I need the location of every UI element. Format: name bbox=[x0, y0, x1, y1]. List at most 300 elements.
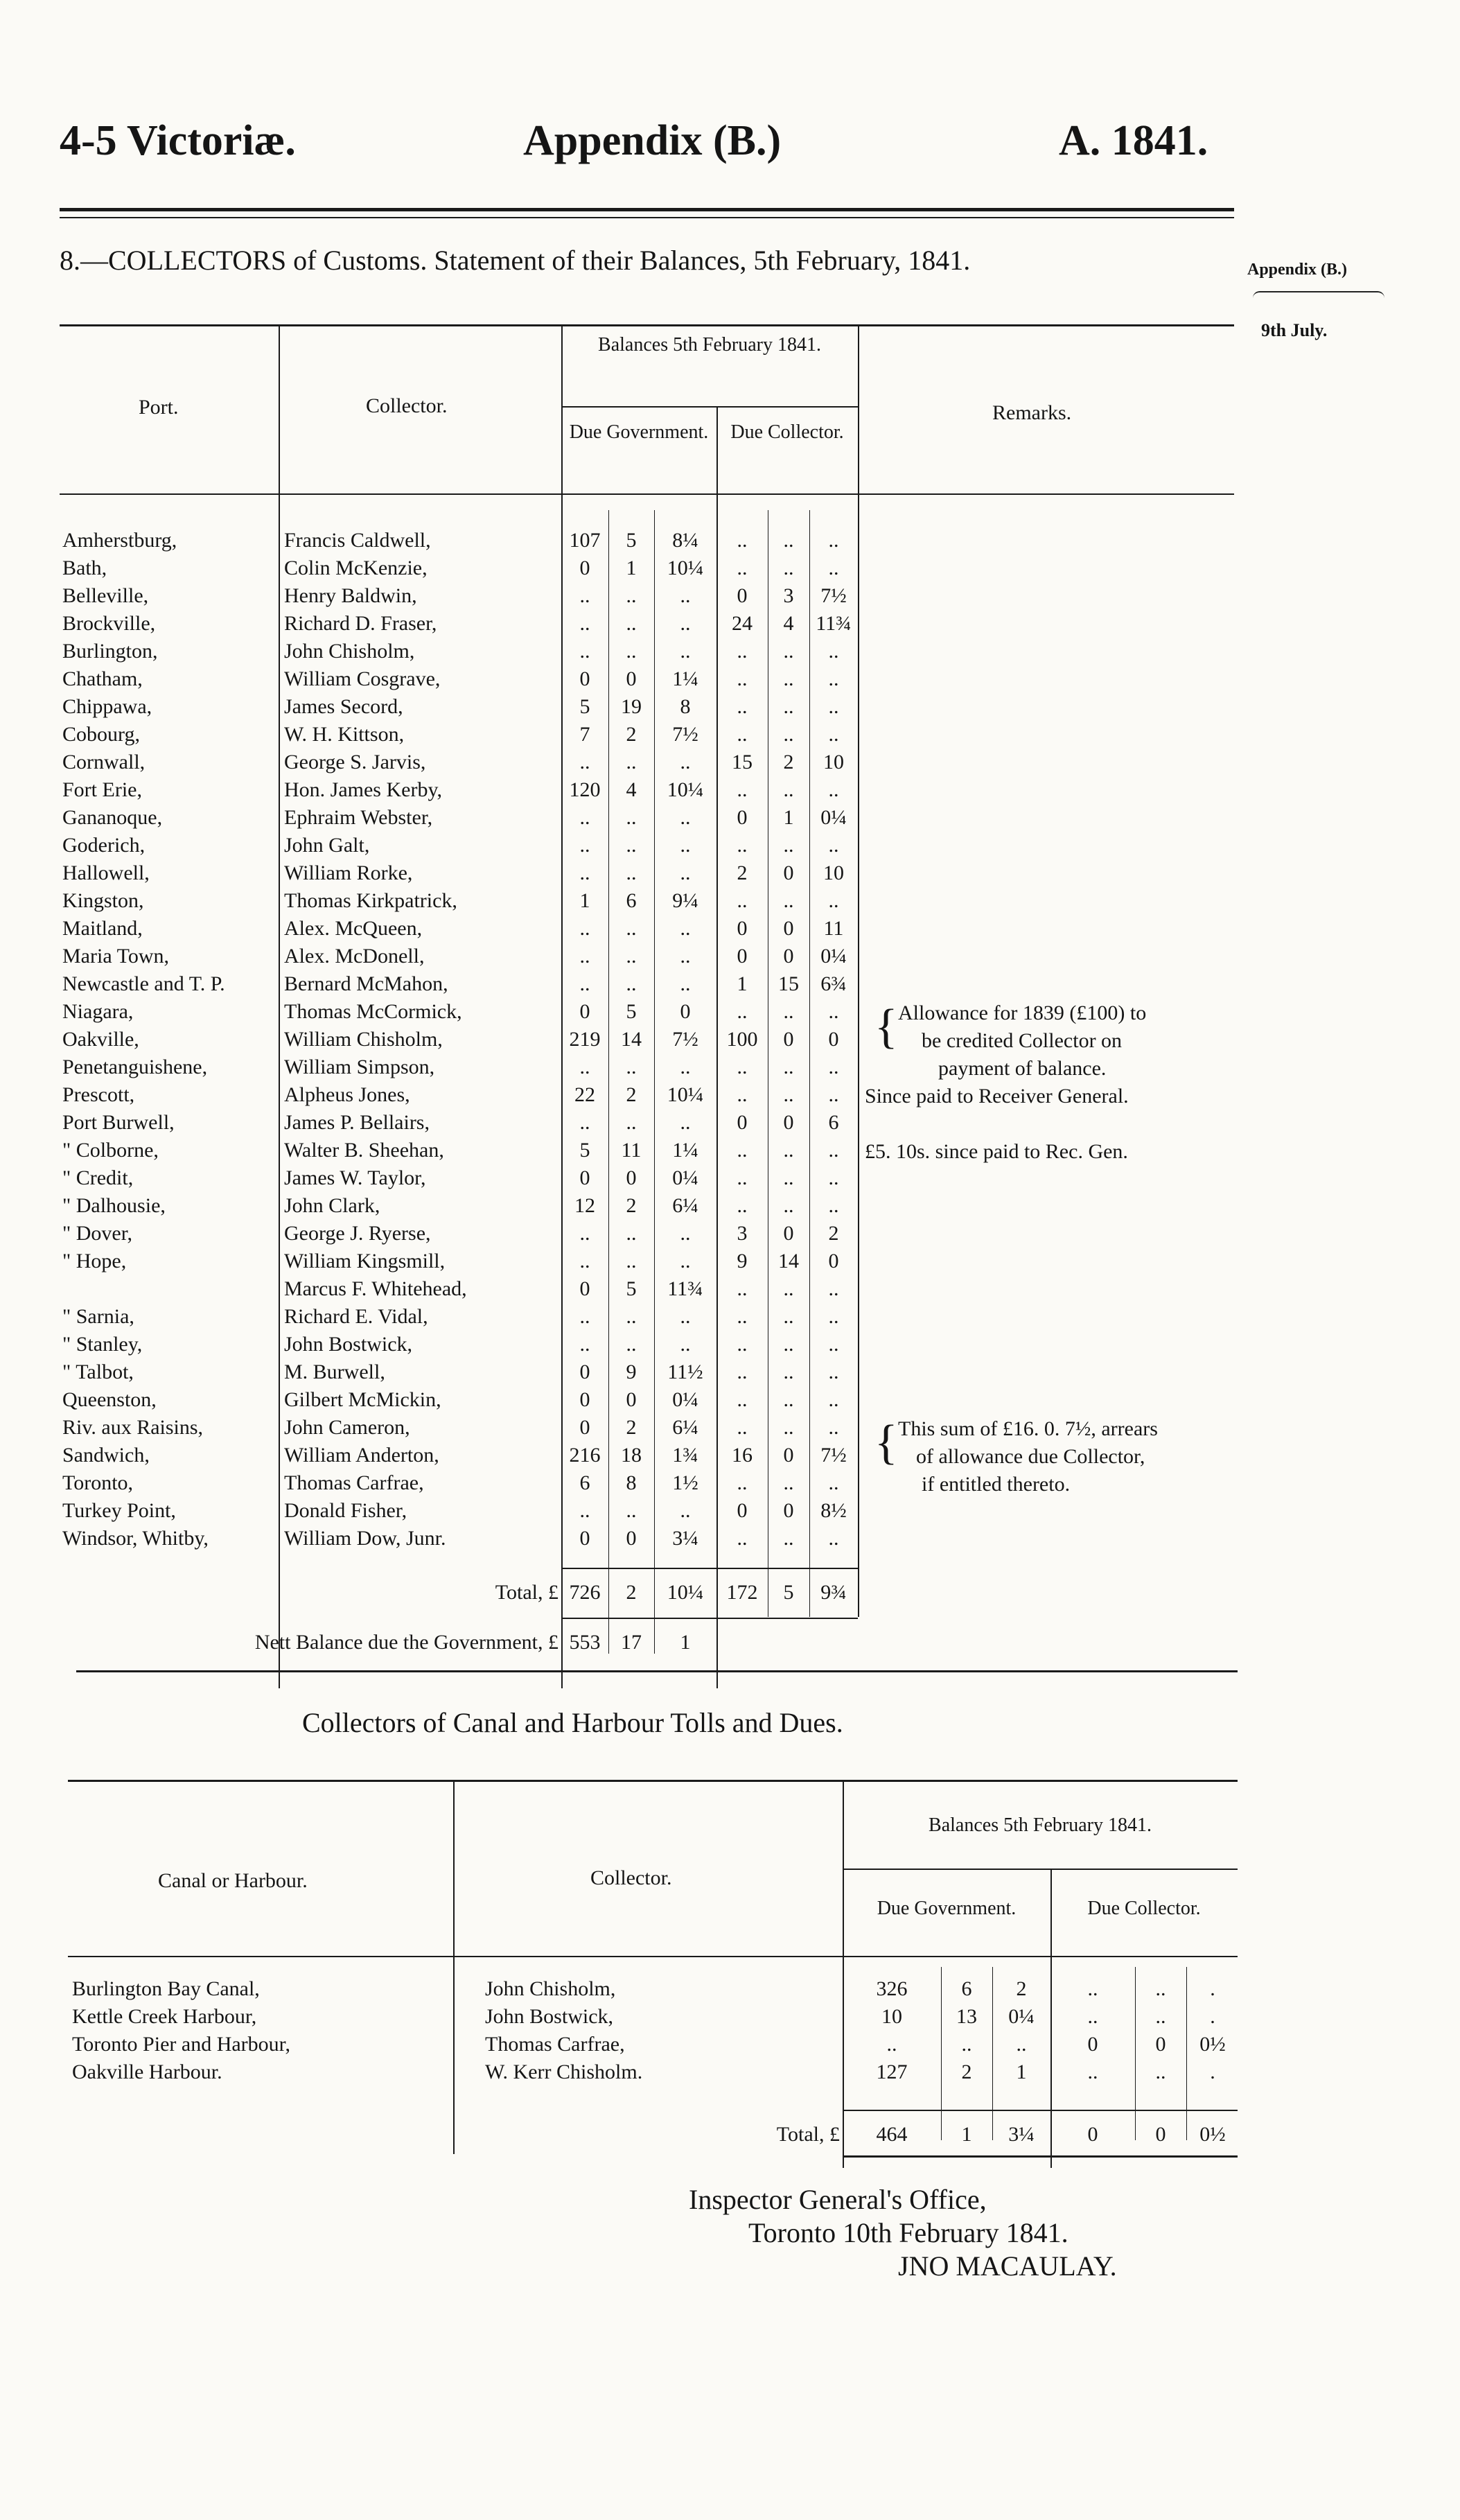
canal-vline-c2 bbox=[1186, 1967, 1187, 2140]
margin-note-appendix: Appendix (B.) bbox=[1247, 261, 1348, 279]
due-gov-cell: .. bbox=[680, 584, 691, 607]
due-col-cell: .. bbox=[783, 640, 794, 663]
port-cell: Prescott, bbox=[62, 1083, 135, 1106]
due-gov-cell: .. bbox=[626, 751, 637, 773]
margin-note-date: 9th July. bbox=[1261, 320, 1328, 340]
margin-brace bbox=[1253, 291, 1384, 299]
collector-cell: Walter B. Sheehan, bbox=[284, 1139, 444, 1162]
due-col-cell: .. bbox=[783, 1416, 794, 1439]
due-col-cell: .. bbox=[1087, 2005, 1098, 2028]
due-gov-cell: 2 bbox=[626, 1416, 637, 1439]
collector-cell: Marcus F. Whitehead, bbox=[284, 1277, 467, 1300]
collector-cell: Richard D. Fraser, bbox=[284, 612, 437, 635]
canal-cell: Toronto Pier and Harbour, bbox=[72, 2033, 290, 2056]
due-gov-cell: 216 bbox=[569, 1444, 601, 1467]
collector-cell: John Galt, bbox=[284, 834, 370, 857]
due-gov-cell: 0 bbox=[626, 1166, 637, 1189]
collector-cell: John Cameron, bbox=[284, 1416, 410, 1439]
due-gov-cell: 22 bbox=[574, 1083, 595, 1106]
due-col-cell: 10 bbox=[823, 751, 844, 773]
due-col-cell: 14 bbox=[778, 1250, 799, 1272]
due-col-cell: .. bbox=[828, 1166, 839, 1189]
canal-balances-divider bbox=[843, 1869, 1238, 1870]
due-gov-cell: 0 bbox=[579, 1416, 590, 1439]
due-gov-cell: .. bbox=[680, 1333, 691, 1356]
due-col-cell: .. bbox=[737, 1056, 748, 1078]
due-col-cell: .. bbox=[737, 889, 748, 912]
due-col-cell: .. bbox=[737, 640, 748, 663]
port-cell: Penetanguishene, bbox=[62, 1056, 208, 1078]
due-gov-cell: .. bbox=[626, 861, 637, 884]
due-gov-cell: .. bbox=[626, 1222, 637, 1245]
customs-total-g-pounds: 726 bbox=[569, 1581, 601, 1604]
due-col-cell: .. bbox=[783, 1360, 794, 1383]
port-cell: Bath, bbox=[62, 557, 107, 579]
due-col-cell: 0 bbox=[1087, 2033, 1098, 2056]
due-gov-cell: .. bbox=[680, 861, 691, 884]
due-gov-cell: .. bbox=[680, 1499, 691, 1522]
remark-sandwich-1: This sum of £16. 0. 7½, arrears bbox=[898, 1417, 1158, 1440]
canal-col-due-col: Due Collector. bbox=[1087, 1898, 1201, 1919]
collector-cell: William Rorke, bbox=[284, 861, 413, 884]
customs-total-g-shillings: 2 bbox=[626, 1581, 637, 1604]
due-col-cell: .. bbox=[783, 1000, 794, 1023]
due-col-cell: 0 bbox=[783, 917, 794, 940]
due-col-cell: .. bbox=[828, 1471, 839, 1494]
due-col-cell: .. bbox=[828, 1333, 839, 1356]
canal-total-label: Total, £ bbox=[776, 2123, 840, 2146]
collector-cell: William Kingsmill, bbox=[284, 1250, 446, 1272]
canal-vline-g1 bbox=[941, 1967, 942, 2140]
due-gov-cell: .. bbox=[579, 1305, 590, 1328]
due-col-cell: .. bbox=[737, 1471, 748, 1494]
due-col-cell: 2 bbox=[783, 751, 794, 773]
canal-col-collector: Collector. bbox=[590, 1866, 672, 1889]
due-col-cell: .. bbox=[828, 1056, 839, 1078]
due-gov-cell: .. bbox=[680, 1056, 691, 1078]
customs-vline-col bbox=[858, 324, 859, 1617]
due-col-cell: .. bbox=[828, 529, 839, 552]
due-gov-cell: .. bbox=[579, 1333, 590, 1356]
due-col-cell: .. bbox=[737, 834, 748, 857]
due-col-cell: .. bbox=[828, 1416, 839, 1439]
due-gov-cell: .. bbox=[579, 834, 590, 857]
port-cell: " Stanley, bbox=[62, 1333, 143, 1356]
due-col-cell: 6 bbox=[828, 1111, 839, 1134]
customs-vline-g1 bbox=[608, 510, 609, 1654]
due-col-cell: 100 bbox=[726, 1028, 758, 1051]
due-gov-cell: .. bbox=[579, 945, 590, 968]
due-gov-cell: .. bbox=[579, 917, 590, 940]
port-cell: Turkey Point, bbox=[62, 1499, 176, 1522]
collector-cell: John Bostwick, bbox=[485, 2005, 614, 2028]
due-gov-cell: .. bbox=[680, 612, 691, 635]
collector-cell: James W. Taylor, bbox=[284, 1166, 426, 1189]
collector-cell: George S. Jarvis, bbox=[284, 751, 426, 773]
due-gov-cell: 0¼ bbox=[1008, 2005, 1035, 2028]
due-col-cell: 1 bbox=[783, 806, 794, 829]
header-rule-thin bbox=[60, 217, 1234, 218]
customs-nett-label: Nett Balance due the Government, £ bbox=[254, 1631, 559, 1654]
due-col-cell: .. bbox=[783, 1194, 794, 1217]
due-col-cell: .. bbox=[828, 1277, 839, 1300]
collector-cell: James Secord, bbox=[284, 695, 403, 718]
due-gov-cell: 0 bbox=[579, 1166, 590, 1189]
port-cell: Riv. aux Raisins, bbox=[62, 1416, 204, 1439]
due-col-cell: .. bbox=[783, 1333, 794, 1356]
collector-cell: Francis Caldwell, bbox=[284, 529, 431, 552]
collector-cell: Bernard McMahon, bbox=[284, 972, 448, 995]
due-col-cell: .. bbox=[783, 1277, 794, 1300]
due-col-cell: .. bbox=[828, 1194, 839, 1217]
due-gov-cell: 6 bbox=[626, 889, 637, 912]
customs-vline-port bbox=[279, 324, 280, 1688]
due-gov-cell: 1 bbox=[579, 889, 590, 912]
due-col-cell: 15 bbox=[778, 972, 799, 995]
port-cell: Chippawa, bbox=[62, 695, 152, 718]
due-gov-cell: .. bbox=[680, 1305, 691, 1328]
due-gov-cell: .. bbox=[579, 1111, 590, 1134]
port-cell: Sandwich, bbox=[62, 1444, 150, 1467]
customs-col-due-gov: Due Government. bbox=[569, 421, 709, 443]
due-gov-cell: 6¼ bbox=[672, 1416, 698, 1439]
due-gov-cell: .. bbox=[886, 2033, 897, 2056]
due-gov-cell: .. bbox=[626, 945, 637, 968]
due-gov-cell: 4 bbox=[626, 778, 637, 801]
due-gov-cell: 6 bbox=[961, 1977, 972, 2000]
customs-col-collector: Collector. bbox=[366, 394, 448, 417]
collector-cell: George J. Ryerse, bbox=[284, 1222, 431, 1245]
due-col-cell: 0 bbox=[828, 1028, 839, 1051]
due-gov-cell: .. bbox=[626, 584, 637, 607]
collector-cell: Alex. McQueen, bbox=[284, 917, 423, 940]
due-gov-cell: 0 bbox=[579, 557, 590, 579]
port-cell: Burlington, bbox=[62, 640, 158, 663]
due-gov-cell: 19 bbox=[621, 695, 642, 718]
due-gov-cell: 2 bbox=[626, 723, 637, 746]
due-gov-cell: 0 bbox=[579, 667, 590, 690]
signature-office: Inspector General's Office, bbox=[689, 2184, 987, 2215]
customs-total-c-pence: 9¾ bbox=[820, 1581, 847, 1604]
due-gov-cell: 7½ bbox=[672, 723, 698, 746]
due-gov-cell: 14 bbox=[621, 1028, 642, 1051]
collector-cell: William Chisholm, bbox=[284, 1028, 443, 1051]
port-cell: Chatham, bbox=[62, 667, 143, 690]
due-col-cell: .. bbox=[783, 1166, 794, 1189]
due-col-cell: .. bbox=[783, 1056, 794, 1078]
due-gov-cell: 8¼ bbox=[672, 529, 698, 552]
due-col-cell: 0 bbox=[737, 584, 748, 607]
port-cell: " Dalhousie, bbox=[62, 1194, 166, 1217]
due-col-cell: 3 bbox=[737, 1222, 748, 1245]
collector-cell: James P. Bellairs, bbox=[284, 1111, 430, 1134]
due-gov-cell: .. bbox=[680, 972, 691, 995]
customs-vline-c2 bbox=[809, 510, 810, 1617]
due-gov-cell: .. bbox=[626, 917, 637, 940]
due-col-cell: .. bbox=[737, 1194, 748, 1217]
collector-cell: Hon. James Kerby, bbox=[284, 778, 443, 801]
due-col-cell: 7½ bbox=[820, 584, 847, 607]
due-col-cell: .. bbox=[737, 1305, 748, 1328]
collector-cell: M. Burwell, bbox=[284, 1360, 385, 1383]
due-gov-cell: 5 bbox=[579, 695, 590, 718]
due-col-cell: .. bbox=[783, 695, 794, 718]
due-gov-cell: .. bbox=[626, 972, 637, 995]
due-gov-cell: 1¼ bbox=[672, 1139, 698, 1162]
due-gov-cell: .. bbox=[1016, 2033, 1027, 2056]
due-gov-cell: .. bbox=[626, 834, 637, 857]
due-gov-cell: 7½ bbox=[672, 1028, 698, 1051]
due-gov-cell: .. bbox=[680, 1250, 691, 1272]
canal-col-balances: Balances 5th February 1841. bbox=[929, 1814, 1152, 1836]
due-col-cell: 6¾ bbox=[820, 972, 847, 995]
due-gov-cell: 0 bbox=[626, 1388, 637, 1411]
canal-total-c-pence: 0½ bbox=[1199, 2123, 1226, 2146]
due-gov-cell: .. bbox=[680, 1111, 691, 1134]
due-col-cell: .. bbox=[737, 529, 748, 552]
due-col-cell: 0 bbox=[783, 1444, 794, 1467]
collector-cell: John Chisholm, bbox=[284, 640, 415, 663]
customs-bottom-rule bbox=[76, 1670, 1238, 1672]
due-col-cell: .. bbox=[828, 834, 839, 857]
canal-total-g-shillings: 1 bbox=[961, 2123, 972, 2146]
due-col-cell: .. bbox=[737, 667, 748, 690]
collector-cell: Ephraim Webster, bbox=[284, 806, 433, 829]
due-gov-cell: 127 bbox=[876, 2060, 908, 2083]
due-gov-cell: 11¾ bbox=[667, 1277, 703, 1300]
port-cell: Kingston, bbox=[62, 889, 144, 912]
collector-cell: Richard E. Vidal, bbox=[284, 1305, 428, 1328]
due-col-cell: .. bbox=[737, 1139, 748, 1162]
due-col-cell: .. bbox=[737, 1083, 748, 1106]
due-col-cell: 0¼ bbox=[820, 945, 847, 968]
due-gov-cell: 0¼ bbox=[672, 1388, 698, 1411]
due-gov-cell: 3¼ bbox=[672, 1527, 698, 1550]
due-col-cell: .. bbox=[783, 1305, 794, 1328]
header-rule-thick bbox=[60, 208, 1234, 211]
port-cell: " Hope, bbox=[62, 1250, 127, 1272]
due-col-cell: .. bbox=[737, 1360, 748, 1383]
due-gov-cell: .. bbox=[579, 612, 590, 635]
canal-total-c-pounds: 0 bbox=[1087, 2123, 1098, 2146]
due-col-cell: . bbox=[1210, 2060, 1215, 2083]
due-col-cell: 11 bbox=[823, 917, 844, 940]
customs-col-remarks: Remarks. bbox=[992, 401, 1072, 424]
canal-cell: Kettle Creek Harbour, bbox=[72, 2005, 257, 2028]
due-gov-cell: 0 bbox=[579, 1000, 590, 1023]
due-col-cell: .. bbox=[783, 557, 794, 579]
customs-nett-shillings: 17 bbox=[621, 1631, 642, 1654]
due-col-cell: 0 bbox=[1155, 2033, 1166, 2056]
due-gov-cell: .. bbox=[579, 806, 590, 829]
due-col-cell: . bbox=[1210, 1977, 1215, 2000]
due-col-cell: .. bbox=[828, 667, 839, 690]
due-col-cell: 0 bbox=[783, 1222, 794, 1245]
due-col-cell: 0½ bbox=[1199, 2033, 1226, 2056]
due-col-cell: .. bbox=[737, 1166, 748, 1189]
due-gov-cell: 1½ bbox=[672, 1471, 698, 1494]
due-gov-cell: 0 bbox=[626, 1527, 637, 1550]
due-col-cell: 0 bbox=[737, 917, 748, 940]
due-gov-cell: .. bbox=[626, 1111, 637, 1134]
remark-prescott: Since paid to Receiver General. bbox=[865, 1085, 1129, 1108]
due-col-cell: .. bbox=[828, 1305, 839, 1328]
due-gov-cell: .. bbox=[579, 861, 590, 884]
due-gov-cell: .. bbox=[579, 751, 590, 773]
due-gov-cell: 8 bbox=[626, 1471, 637, 1494]
collector-cell: William Simpson, bbox=[284, 1056, 435, 1078]
due-col-cell: 3 bbox=[783, 584, 794, 607]
due-col-cell: .. bbox=[737, 1000, 748, 1023]
port-cell: " Dover, bbox=[62, 1222, 133, 1245]
due-gov-cell: .. bbox=[626, 1056, 637, 1078]
due-col-cell: 15 bbox=[732, 751, 753, 773]
due-gov-cell: 10¼ bbox=[667, 557, 704, 579]
collector-cell: Donald Fisher, bbox=[284, 1499, 407, 1522]
due-col-cell: 0 bbox=[783, 1028, 794, 1051]
collector-cell: William Anderton, bbox=[284, 1444, 439, 1467]
due-col-cell: 0 bbox=[737, 806, 748, 829]
due-col-cell: 0 bbox=[828, 1250, 839, 1272]
due-gov-cell: 0 bbox=[579, 1388, 590, 1411]
customs-vline-g2 bbox=[654, 510, 655, 1654]
customs-total-label: Total, £ bbox=[495, 1581, 559, 1604]
due-gov-cell: 0 bbox=[680, 1000, 691, 1023]
port-cell: Cobourg, bbox=[62, 723, 140, 746]
canal-vline-c1 bbox=[1135, 1967, 1136, 2140]
due-col-cell: 11¾ bbox=[816, 612, 852, 635]
due-gov-cell: .. bbox=[626, 640, 637, 663]
due-col-cell: .. bbox=[783, 1388, 794, 1411]
due-col-cell: .. bbox=[783, 1471, 794, 1494]
remark-sandwich-3: if entitled thereto. bbox=[922, 1473, 1071, 1496]
due-gov-cell: .. bbox=[626, 1305, 637, 1328]
due-col-cell: 0 bbox=[783, 1111, 794, 1134]
due-gov-cell: 0 bbox=[579, 1360, 590, 1383]
due-gov-cell: 11½ bbox=[667, 1360, 703, 1383]
due-gov-cell: 8 bbox=[680, 695, 691, 718]
due-gov-cell: .. bbox=[579, 1499, 590, 1522]
port-cell: " Credit, bbox=[62, 1166, 134, 1189]
port-cell: Belleville, bbox=[62, 584, 149, 607]
due-col-cell: .. bbox=[828, 557, 839, 579]
due-col-cell: .. bbox=[1087, 2060, 1098, 2083]
due-col-cell: 8½ bbox=[820, 1499, 847, 1522]
due-col-cell: .. bbox=[828, 1000, 839, 1023]
remark-brace-sandwich: { bbox=[874, 1416, 898, 1469]
due-gov-cell: .. bbox=[961, 2033, 972, 2056]
due-col-cell: .. bbox=[1155, 1977, 1166, 2000]
due-col-cell: .. bbox=[737, 1333, 748, 1356]
canal-vline-canal bbox=[453, 1780, 455, 2154]
due-gov-cell: 18 bbox=[621, 1444, 642, 1467]
due-gov-cell: .. bbox=[680, 917, 691, 940]
customs-total-c-shillings: 5 bbox=[783, 1581, 794, 1604]
collector-cell: John Bostwick, bbox=[284, 1333, 413, 1356]
due-col-cell: 16 bbox=[732, 1444, 753, 1467]
collector-cell: William Dow, Junr. bbox=[284, 1527, 446, 1550]
due-col-cell: .. bbox=[783, 778, 794, 801]
due-col-cell: .. bbox=[783, 667, 794, 690]
collector-cell: Thomas Carfrae, bbox=[284, 1471, 424, 1494]
canal-title: Collectors of Canal and Harbour Tolls and Dues. bbox=[302, 1707, 843, 1738]
canal-cell: Burlington Bay Canal, bbox=[72, 1977, 260, 2000]
due-gov-cell: .. bbox=[626, 806, 637, 829]
due-gov-cell: 10¼ bbox=[667, 1083, 704, 1106]
due-col-cell: .. bbox=[828, 1527, 839, 1550]
due-gov-cell: .. bbox=[626, 612, 637, 635]
customs-nett-rule bbox=[561, 1618, 858, 1619]
customs-nett-pounds: 553 bbox=[569, 1631, 601, 1654]
due-gov-cell: 6¼ bbox=[672, 1194, 698, 1217]
header-right: A. 1841. bbox=[1059, 117, 1208, 164]
due-col-cell: .. bbox=[737, 1277, 748, 1300]
due-gov-cell: 120 bbox=[569, 778, 601, 801]
due-gov-cell: .. bbox=[680, 640, 691, 663]
due-gov-cell: 11 bbox=[621, 1139, 642, 1162]
due-col-cell: 7½ bbox=[820, 1444, 847, 1467]
collector-cell: William Cosgrave, bbox=[284, 667, 441, 690]
due-gov-cell: 5 bbox=[579, 1139, 590, 1162]
due-gov-cell: 2 bbox=[626, 1194, 637, 1217]
due-col-cell: 0 bbox=[783, 861, 794, 884]
header-left: 4-5 Victoriæ. bbox=[60, 117, 296, 164]
due-col-cell: .. bbox=[828, 640, 839, 663]
port-cell: Amherstburg, bbox=[62, 529, 177, 552]
due-gov-cell: 1¾ bbox=[672, 1444, 698, 1467]
due-col-cell: .. bbox=[1087, 1977, 1098, 2000]
port-cell: Maria Town, bbox=[62, 945, 169, 968]
remark-colborne: £5. 10s. since paid to Rec. Gen. bbox=[865, 1140, 1128, 1163]
due-gov-cell: 1 bbox=[1016, 2060, 1027, 2083]
due-col-cell: 2 bbox=[737, 861, 748, 884]
due-gov-cell: 9 bbox=[626, 1360, 637, 1383]
collector-cell: Alpheus Jones, bbox=[284, 1083, 410, 1106]
due-col-cell: .. bbox=[783, 1083, 794, 1106]
remark-niagara-3: payment of balance. bbox=[938, 1057, 1107, 1080]
collector-cell: Gilbert McMickin, bbox=[284, 1388, 441, 1411]
canal-total-rule-bottom bbox=[843, 2155, 1238, 2158]
due-gov-cell: .. bbox=[579, 584, 590, 607]
canal-total-g-pence: 3¼ bbox=[1008, 2123, 1035, 2146]
due-col-cell: 0 bbox=[737, 1111, 748, 1134]
signature-date: Toronto 10th February 1841. bbox=[748, 2217, 1068, 2248]
due-gov-cell: 10 bbox=[881, 2005, 902, 2028]
due-gov-cell: 2 bbox=[961, 2060, 972, 2083]
due-gov-cell: 5 bbox=[626, 1000, 637, 1023]
canal-vline-g2 bbox=[992, 1967, 993, 2140]
canal-total-c-shillings: 0 bbox=[1155, 2123, 1166, 2146]
customs-col-due-col: Due Collector. bbox=[730, 421, 844, 443]
due-gov-cell: 0 bbox=[626, 667, 637, 690]
customs-col-balances: Balances 5th February 1841. bbox=[598, 334, 821, 356]
canal-col-due-gov: Due Government. bbox=[877, 1898, 1017, 1919]
due-col-cell: .. bbox=[737, 695, 748, 718]
collector-cell: John Chisholm, bbox=[485, 1977, 616, 2000]
due-col-cell: .. bbox=[783, 529, 794, 552]
canal-header-bottom-rule bbox=[68, 1956, 1238, 1957]
due-gov-cell: .. bbox=[626, 1250, 637, 1272]
port-cell: " Talbot, bbox=[62, 1360, 134, 1383]
due-gov-cell: 10¼ bbox=[667, 778, 704, 801]
port-cell: Gananoque, bbox=[62, 806, 163, 829]
collector-cell: Henry Baldwin, bbox=[284, 584, 417, 607]
canal-total-rule-top bbox=[843, 2110, 1238, 2111]
due-col-cell: 0 bbox=[783, 945, 794, 968]
due-gov-cell: .. bbox=[680, 751, 691, 773]
due-col-cell: .. bbox=[828, 778, 839, 801]
port-cell: Newcastle and T. P. bbox=[62, 972, 225, 995]
